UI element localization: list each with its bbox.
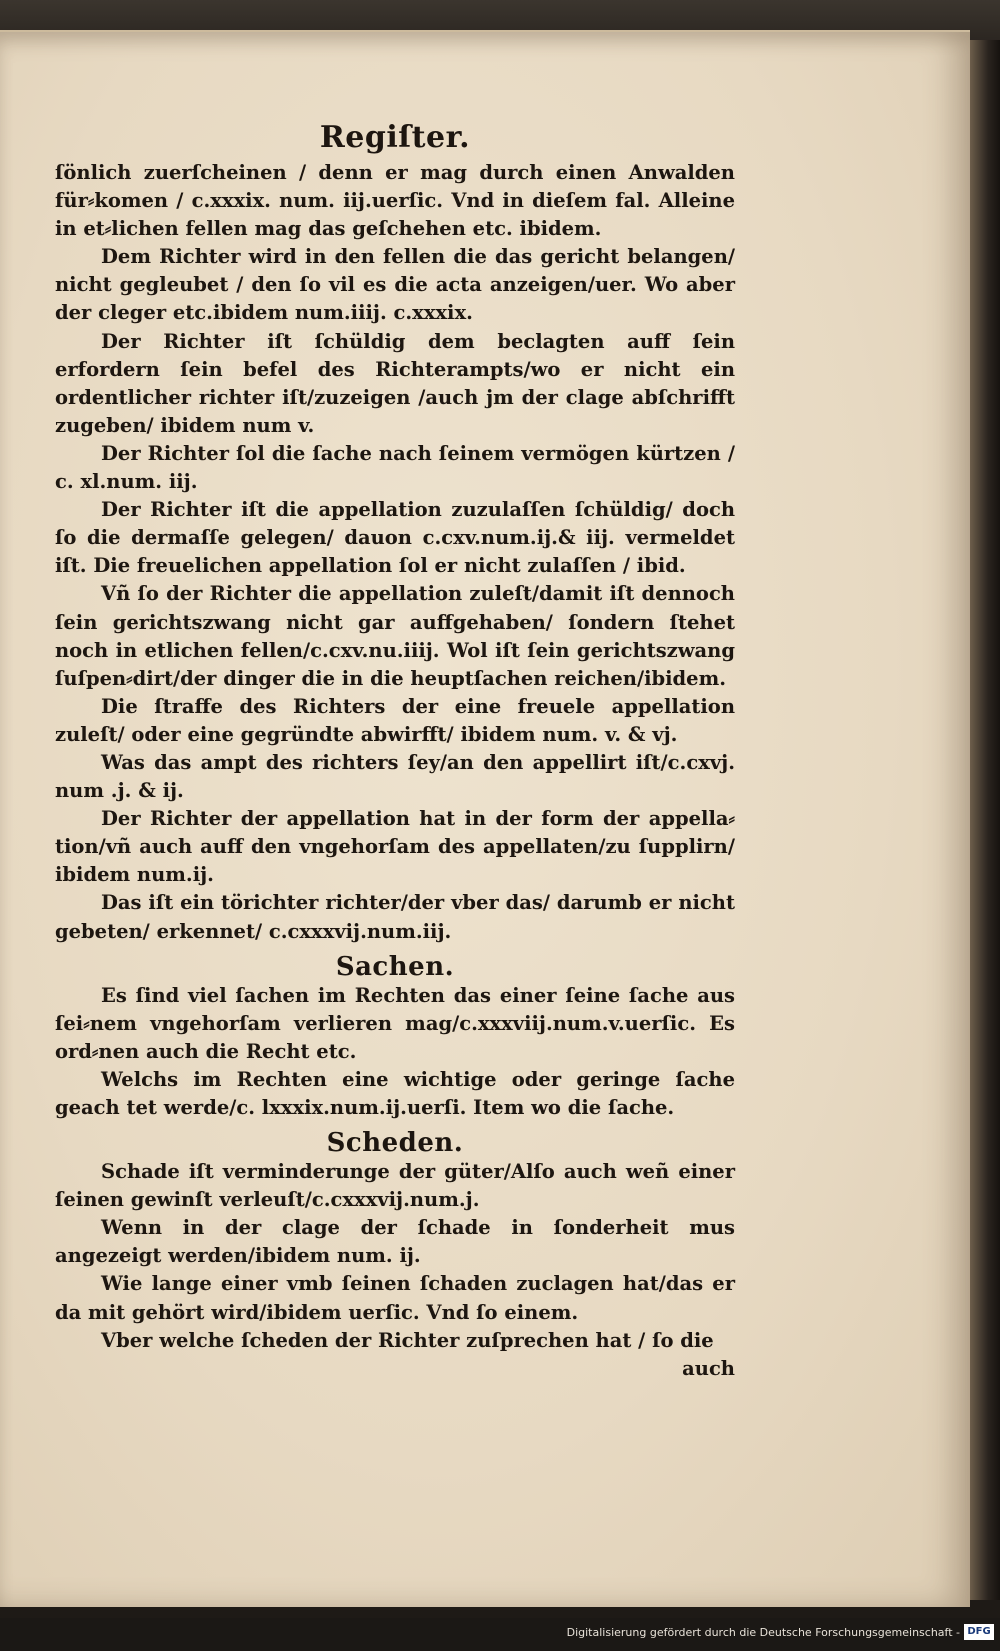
paragraph: Welchs im Rechten eine wichtige oder geringe ſache geach tet werde/c. lxxxix.num.ij.uerſi. Item wo die ſache.: [55, 1067, 735, 1119]
paragraph: Der Richter iſt die appellation zuzulaſſen ſchüldig/ doch ſo die dermaſſe gelegen/ dauon c.cxv.num.ij.& iij. vermeldet iſt. Die freuelichen appellation ſol er nicht zulaſſen / ibid.: [55, 498, 735, 578]
dfg-logo: DFG: [964, 1624, 994, 1640]
paragraph: ſönlich zuerſcheinen / denn er mag durch einen Anwalden für⸗komen / c.xxxix. num. iij.uerſic. Vnd in dieſem fal. Alleine in et⸗lichen fellen mag das geſchehen etc. ibidem.: [55, 161, 735, 241]
paragraph: Das iſt ein törichter richter/der vber das/ darumb er nicht gebeten/ erkennet/ c.cxxxvij.num.iij.: [55, 891, 735, 943]
paragraph: Der Richter der appellation hat in der form der appella⸗tion/vñ auch auff den vngehorſam des appellaten/zu ſupplirn/ ibidem num.ij.: [55, 807, 735, 887]
footer-bar: [0, 1618, 1000, 1651]
paragraph: Was das ampt des richters ſey/an den appellirt iſt/c.cxvj. num .j. & ij.: [55, 750, 735, 803]
section-heading-sachen: Sachen.: [335, 951, 455, 982]
page-text: [55, 120, 735, 1383]
paragraph: Der Richter ſol die ſache nach ſeinem vermögen kürtzen / c. xl.num. iij.: [55, 441, 735, 494]
paragraph: Vñ ſo der Richter die appellation zuleſt/damit iſt dennoch ſein gerichtszwang nicht gar auffgehaben/ ſondern ſtehet noch in etlichen fellen/c.cxv.nu.iiij. Wol iſt ſein gerichtszwang ſuſpen⸗dirt/der dinger die in die heuptſachen reichen/ibidem.: [55, 582, 735, 690]
paragraph: Dem Richter wird in den fellen die das gericht belangen/ nicht gegleubet / den ſo vil es die acta anzeigen/uer. Wo aber der cleger etc.ibidem num.iiij. c.xxxix.: [55, 245, 735, 325]
catchword: auch: [682, 1356, 735, 1380]
running-head: Regiſter.: [319, 120, 471, 155]
paragraph: Der Richter iſt ſchüldig dem beclagten auff ſein erfordern ſein befel des Richterampts/wo er nicht ein ordentlicher richter iſt/zuzeigen /auch jm der clage abſchrifft zugeben/ ibidem num v.: [55, 329, 735, 437]
section-heading-scheden: Scheden.: [326, 1128, 464, 1159]
page-gutter-edge: [970, 40, 1000, 1600]
paragraph: Schade iſt verminderunge der güter/Alſo auch weñ einer ſeinen gewinſt verleuſt/c.cxxxvij.num.j.: [55, 1160, 735, 1212]
paragraph: Wie lange einer vmb ſeinen ſchaden zuclagen hat/das er da mit gehört wird/ibidem uerſic. Vnd ſo einem.: [55, 1272, 735, 1324]
paragraph: Wenn in der clage der ſchade in ſonderheit mus angezeigt werden/ibidem num. ij.: [55, 1216, 735, 1268]
digitization-credit: Digitalisierung gefördert durch die Deutsche Forschungsgemeinschaft -: [566, 1626, 960, 1639]
paragraph: Es ſind viel ſachen im Rechten das einer ſeine ſache aus ſei⸗nem vngehorſam verlieren mag/c.xxxviij.num.v.uerſic. Es ord⸗nen auch die Recht etc.: [55, 983, 735, 1063]
paragraph: Vber welche ſcheden der Richter zuſprechen hat / ſo die: [101, 1328, 714, 1352]
paragraph: Die ſtraffe des Richters der eine freuele appellation zuleſt/ oder eine gegründte abwirfft/ ibidem num. v. & vj.: [55, 694, 735, 746]
